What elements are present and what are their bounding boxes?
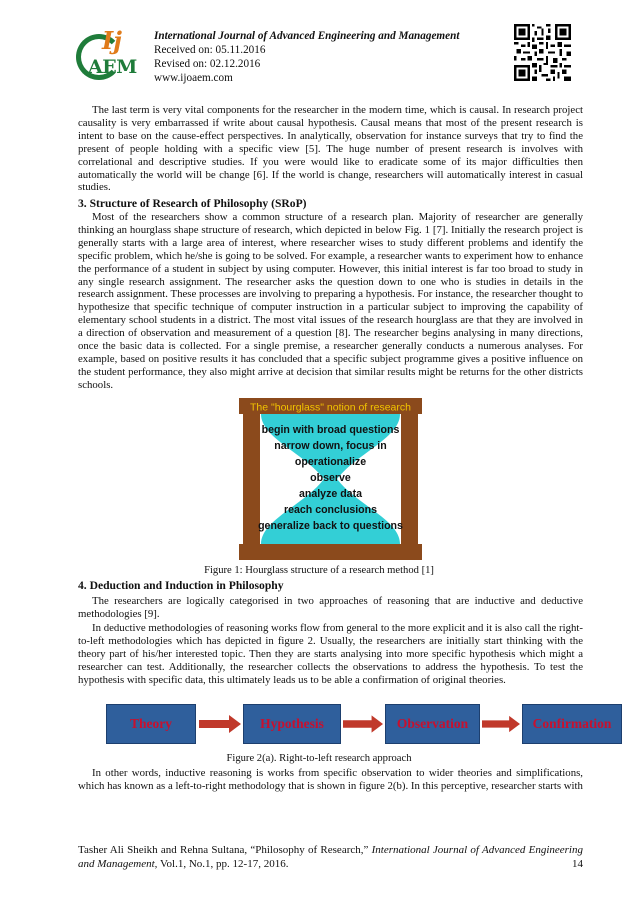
arrow-right-icon [199, 715, 241, 733]
hourglass-step-4: observe [310, 472, 351, 484]
journal-name: International Journal of Advanced Engineering and Management [154, 30, 460, 42]
section-3-heading: 3. Structure of Research of Philosophy (SRoP) [78, 197, 307, 210]
hourglass-step-7: generalize back to questions [258, 520, 403, 532]
hourglass-step-3: operationalize [294, 456, 367, 468]
revised-date: Revised on: 02.12.2016 [154, 58, 261, 70]
journal-header [74, 24, 574, 92]
received-date: Received on: 05.11.2016 [154, 44, 266, 56]
footer-authors: Tasher Ali Sheikh and Rehna Sultana, “Philosophy of Research,” [78, 844, 369, 856]
figure-2a-caption: Figure 2(a). Right-to-left research approach [226, 753, 412, 764]
flow-box-theory: Theory [106, 704, 196, 744]
footer-volume: Vol.1, No.1, pp. 12-17, 2016. [160, 858, 289, 870]
hourglass-step-6: reach conclusions [283, 504, 378, 516]
hourglass-step-2: narrow down, focus in [274, 440, 387, 452]
page-footer [78, 843, 583, 871]
page-number: 14 [572, 858, 583, 870]
arrow-right-icon [482, 715, 520, 733]
section-4-heading: 4. Deduction and Induction in Philosophy [78, 579, 284, 592]
hourglass-figure [239, 398, 422, 560]
right-to-left-flow-diagram [106, 702, 612, 746]
qr-code-icon [514, 24, 571, 81]
paragraph-inductive: In other words, inductive reasoning is works from specific observation to wider theories and simplifications, which has known as a left-to-right methodology that is shown in figure 2(b). In this perceptive, researcher starts with [78, 767, 583, 792]
hourglass-frame-bottom [239, 544, 422, 560]
figure-1-caption: Figure 1: Hourglass structure of a research method [1] [204, 565, 434, 576]
footer-journal: International Journal of Advanced Engineering and Management, [78, 844, 583, 870]
journal-website: www.ijoaem.com [154, 72, 233, 84]
flow-box-hypothesis: Hypothesis [243, 704, 341, 744]
journal-info [154, 29, 459, 85]
arrow-right-icon [343, 715, 383, 733]
paragraph-approaches: The researchers are logically categorised in two approaches of reasoning that are inductive and deductive methodologies [9]. [78, 595, 583, 620]
flow-box-confirmation: Confirmation [522, 704, 622, 744]
journal-logo [74, 26, 144, 88]
hourglass-frame-right-post [401, 414, 418, 544]
hourglass-step-1: begin with broad questions [261, 424, 400, 436]
paragraph-structure: Most of the researchers show a common structure of a research plan. Majority of researcher are generally thinking an hourglass shape structure of research, which depicted in below Fig. 1 [7]. Initially the research project is generally starts with a large area of interest, where researcher wises to study different problems and identify the specific problem, which he/she is going to be solved. For example, a researcher wants to experiment how to enhance the performance of a student in subject by using computer. However, this initial interest is far too broad to study in any single research assignment. The researcher asks the question down to one who is studies in details in the research assignment. These processes are involving to preparing a hypothesis. For instance, the researcher thought to hypothesize that specific technique of computer instruction in a particular subject to improving the capability of elementary school students in a district. The most vital issues of the research hourglass are that they are involved in a direction of observation and measurement of a question [8]. The researcher begins analysing in many directions, once the basic data is collected. For a single premise, a researcher generally conducts a numerous analyses. For example, based on positive results it has concluded that a specific subject programme gives a positive influence on the student performance, they also might arrive at decision that similar results might be returns for the other districts schools. [78, 211, 583, 391]
logo-ij-text: Ij [102, 26, 122, 55]
flow-box-observation: Observation [385, 704, 480, 744]
paragraph-deductive: In deductive methodologies of reasoning works flow from general to the more explicit and it is also call the right-to-left methodologies which has depicted in figure 2. Usually, the researchers are initially start thinking with the theory part of his/her interested topic. Then they are starts analysing into more specific hypothesis which might a researcher can test. Additionally, the researcher collects the observations to address the hypothesis. To test the hypothesis with specific data, this ultimately leads us to be able a confirmation of original theories. [78, 622, 583, 686]
hourglass-step-5: analyze data [298, 488, 363, 500]
hourglass-title: The "hourglass" notion of research [250, 401, 411, 414]
logo-aem-text: AEM [88, 56, 137, 78]
paragraph-causal: The last term is very vital components for the researcher in the modern time, which is causal. In research project causality is very embarrassed if write about causal hypothesis. Causal means that most of the present research is intent to base on the cause-effect perspectives. In analytically, observation for instance surveys that try to find the present of people holding with a specific view [5]. The huge number of present research is involves with correlational and descriptive studies. If you were would like to eradicate some of its major difficulties then automatically the world will be change [6]. If the world is change, researchers will automatically interest in casual studies. [78, 104, 583, 194]
